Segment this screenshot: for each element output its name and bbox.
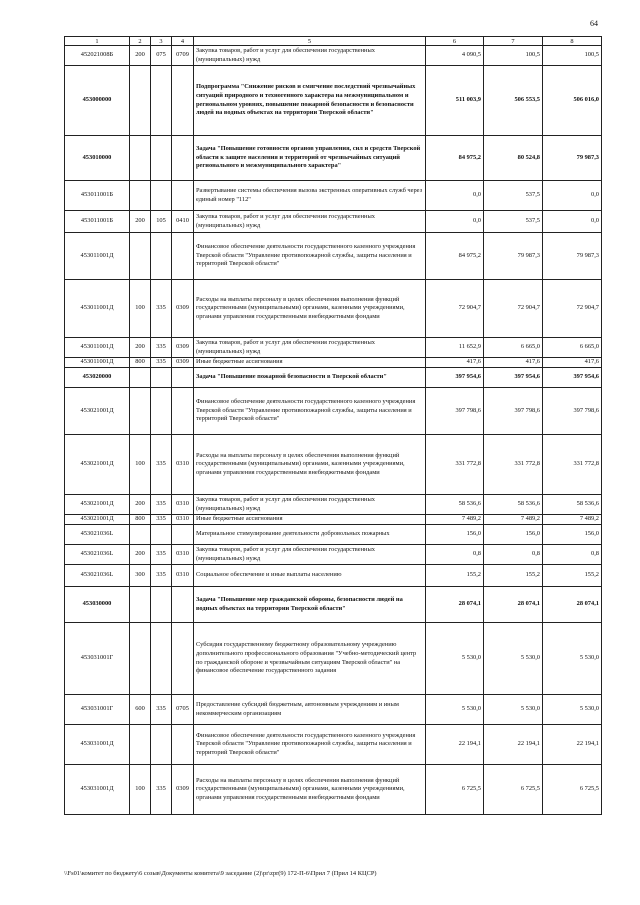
code-cell: 453011001Д bbox=[65, 280, 130, 338]
section-cell: 0310 bbox=[172, 515, 194, 525]
column-header: 6 bbox=[426, 37, 484, 46]
amount-col8-cell: 72 904,7 bbox=[543, 280, 602, 338]
table-row bbox=[65, 280, 602, 338]
code-cell: 453010000 bbox=[65, 136, 130, 181]
expense-type-cell bbox=[130, 181, 151, 211]
amount-col7-cell: 6 725,5 bbox=[484, 765, 543, 815]
department-cell: 335 bbox=[151, 695, 172, 725]
section-cell: 0705 bbox=[172, 695, 194, 725]
description-cell: Расходы на выплаты персоналу в целях обеспечения выполнения функций государственными (муниципальными) органами, казенными учреждениями, органами управления государственными внебюджетными фондами bbox=[194, 765, 426, 815]
table-row bbox=[65, 338, 602, 358]
expense-type-cell: 600 bbox=[130, 695, 151, 725]
department-cell: 335 bbox=[151, 765, 172, 815]
code-cell: 453021001Д bbox=[65, 515, 130, 525]
amount-col7-cell: 155,2 bbox=[484, 565, 543, 587]
description-cell: Закупка товаров, работ и услуг для обеспечения государственных (муниципальных) нужд bbox=[194, 211, 426, 233]
code-cell: 453011001Б bbox=[65, 211, 130, 233]
expense-type-cell bbox=[130, 368, 151, 388]
department-cell: 335 bbox=[151, 565, 172, 587]
table-row bbox=[65, 587, 602, 623]
section-cell: 0310 bbox=[172, 435, 194, 495]
amount-col8-cell: 28 074,1 bbox=[543, 587, 602, 623]
department-cell: 335 bbox=[151, 338, 172, 358]
amount-col7-cell: 156,0 bbox=[484, 525, 543, 545]
code-cell: 453011001Д bbox=[65, 338, 130, 358]
amount-col6-cell: 0,8 bbox=[426, 545, 484, 565]
amount-col8-cell: 155,2 bbox=[543, 565, 602, 587]
table-row bbox=[65, 545, 602, 565]
amount-col8-cell: 331 772,8 bbox=[543, 435, 602, 495]
description-cell: Закупка товаров, работ и услуг для обеспечения государственных (муниципальных) нужд bbox=[194, 495, 426, 515]
code-cell: 453030000 bbox=[65, 587, 130, 623]
amount-col6-cell: 0,0 bbox=[426, 211, 484, 233]
code-cell: 453021001Д bbox=[65, 435, 130, 495]
amount-col6-cell: 84 975,2 bbox=[426, 136, 484, 181]
expense-type-cell bbox=[130, 525, 151, 545]
expense-type-cell: 100 bbox=[130, 435, 151, 495]
expense-type-cell bbox=[130, 136, 151, 181]
amount-col6-cell: 511 003,9 bbox=[426, 66, 484, 136]
amount-col6-cell: 397 954,6 bbox=[426, 368, 484, 388]
amount-col7-cell: 5 530,0 bbox=[484, 695, 543, 725]
amount-col8-cell: 5 530,0 bbox=[543, 695, 602, 725]
amount-col7-cell: 537,5 bbox=[484, 181, 543, 211]
amount-col6-cell: 397 798,6 bbox=[426, 388, 484, 435]
section-cell bbox=[172, 66, 194, 136]
header-row bbox=[65, 37, 602, 46]
code-cell: 452021008Б bbox=[65, 46, 130, 66]
code-cell: 453021036L bbox=[65, 525, 130, 545]
expense-type-cell bbox=[130, 66, 151, 136]
section-cell: 0309 bbox=[172, 358, 194, 368]
amount-col7-cell: 397 954,6 bbox=[484, 368, 543, 388]
amount-col8-cell: 0,0 bbox=[543, 181, 602, 211]
code-cell: 453020000 bbox=[65, 368, 130, 388]
column-header: 1 bbox=[65, 37, 130, 46]
table-row bbox=[65, 388, 602, 435]
amount-col8-cell: 156,0 bbox=[543, 525, 602, 545]
description-cell: Финансовое обеспечение деятельности государственного казенного учреждения Тверской области "Управление противопожарной службы, защиты населения и территорий Тверской области" bbox=[194, 233, 426, 280]
section-cell bbox=[172, 368, 194, 388]
amount-col7-cell: 5 530,0 bbox=[484, 623, 543, 695]
expense-type-cell bbox=[130, 587, 151, 623]
amount-col7-cell: 331 772,8 bbox=[484, 435, 543, 495]
amount-col8-cell: 100,5 bbox=[543, 46, 602, 66]
department-cell bbox=[151, 587, 172, 623]
description-cell: Предоставление субсидий бюджетным, автономным учреждениям и иным некоммерческим организациям bbox=[194, 695, 426, 725]
expense-type-cell bbox=[130, 623, 151, 695]
amount-col8-cell: 6 665,0 bbox=[543, 338, 602, 358]
description-cell: Закупка товаров, работ и услуг для обеспечения государственных (муниципальных) нужд bbox=[194, 46, 426, 66]
table-row bbox=[65, 233, 602, 280]
description-cell: Социальное обеспечение и иные выплаты населению bbox=[194, 565, 426, 587]
department-cell: 335 bbox=[151, 515, 172, 525]
description-cell: Финансовое обеспечение деятельности государственного казенного учреждения Тверской области "Управление противопожарной службы, защиты населения и территорий Тверской области" bbox=[194, 725, 426, 765]
expense-type-cell bbox=[130, 725, 151, 765]
amount-col8-cell: 58 536,6 bbox=[543, 495, 602, 515]
section-cell bbox=[172, 725, 194, 765]
description-cell: Закупка товаров, работ и услуг для обеспечения государственных (муниципальных) нужд bbox=[194, 338, 426, 358]
section-cell: 0309 bbox=[172, 280, 194, 338]
department-cell bbox=[151, 525, 172, 545]
table-row bbox=[65, 136, 602, 181]
table-row bbox=[65, 181, 602, 211]
amount-col7-cell: 80 524,8 bbox=[484, 136, 543, 181]
table-row bbox=[65, 725, 602, 765]
table-row bbox=[65, 46, 602, 66]
amount-col7-cell: 100,5 bbox=[484, 46, 543, 66]
description-cell: Субсидия государственному бюджетному образовательному учреждению дополнительного профессионального образования "Учебно-методический центр по гражданской обороне и чрезвычайным ситуациям Тверской области" на финансовое обеспечение государственного задания bbox=[194, 623, 426, 695]
amount-col6-cell: 155,2 bbox=[426, 565, 484, 587]
amount-col8-cell: 0,0 bbox=[543, 211, 602, 233]
amount-col8-cell: 506 016,0 bbox=[543, 66, 602, 136]
department-cell bbox=[151, 233, 172, 280]
amount-col8-cell: 417,6 bbox=[543, 358, 602, 368]
section-cell bbox=[172, 233, 194, 280]
description-cell: Закупка товаров, работ и услуг для обеспечения государственных (муниципальных) нужд bbox=[194, 545, 426, 565]
column-header: 7 bbox=[484, 37, 543, 46]
column-header: 2 bbox=[130, 37, 151, 46]
department-cell: 335 bbox=[151, 495, 172, 515]
table-row bbox=[65, 695, 602, 725]
department-cell: 075 bbox=[151, 46, 172, 66]
code-cell: 453031001Г bbox=[65, 695, 130, 725]
amount-col7-cell: 28 074,1 bbox=[484, 587, 543, 623]
description-cell: Материальное стимулирование деятельности добровольных пожарных bbox=[194, 525, 426, 545]
amount-col7-cell: 58 536,6 bbox=[484, 495, 543, 515]
amount-col8-cell: 397 798,6 bbox=[543, 388, 602, 435]
section-cell: 0310 bbox=[172, 565, 194, 587]
column-header: 5 bbox=[194, 37, 426, 46]
table-row bbox=[65, 495, 602, 515]
section-cell bbox=[172, 181, 194, 211]
amount-col8-cell: 5 530,0 bbox=[543, 623, 602, 695]
table-row bbox=[65, 515, 602, 525]
amount-col6-cell: 28 074,1 bbox=[426, 587, 484, 623]
amount-col7-cell: 7 489,2 bbox=[484, 515, 543, 525]
section-cell: 0709 bbox=[172, 46, 194, 66]
description-cell: Задача "Повышение готовности органов управления, сил и средств Тверской области к защите населения и территорий от чрезвычайных ситуаций регионального и межмуниципального характера" bbox=[194, 136, 426, 181]
section-cell bbox=[172, 623, 194, 695]
amount-col7-cell: 537,5 bbox=[484, 211, 543, 233]
amount-col7-cell: 506 553,5 bbox=[484, 66, 543, 136]
department-cell bbox=[151, 66, 172, 136]
expense-type-cell: 300 bbox=[130, 565, 151, 587]
department-cell bbox=[151, 181, 172, 211]
section-cell: 0310 bbox=[172, 495, 194, 515]
description-cell: Подпрограмма "Снижение рисков и смягчение последствий чрезвычайных ситуаций природного и техногенного характера на межмуниципальном и региональном уровнях, повышение пожарной безопасности и безопасности людей на водных объектах на территории Тверской области" bbox=[194, 66, 426, 136]
amount-col6-cell: 72 904,7 bbox=[426, 280, 484, 338]
section-cell: 0310 bbox=[172, 545, 194, 565]
footer-file-path: \\Fs01\комитет по бюджету\6 созыв\Документы комитета\9 заседание (2)\pr\zpr(9) 172-П-6\Прил 7 (Прил 14 КЦСР) bbox=[64, 870, 377, 877]
amount-col6-cell: 11 652,9 bbox=[426, 338, 484, 358]
section-cell bbox=[172, 525, 194, 545]
amount-col7-cell: 397 798,6 bbox=[484, 388, 543, 435]
code-cell: 453031001Д bbox=[65, 765, 130, 815]
amount-col6-cell: 58 536,6 bbox=[426, 495, 484, 515]
table-row bbox=[65, 765, 602, 815]
expense-type-cell: 800 bbox=[130, 515, 151, 525]
code-cell: 453021001Д bbox=[65, 388, 130, 435]
amount-col6-cell: 6 725,5 bbox=[426, 765, 484, 815]
section-cell bbox=[172, 388, 194, 435]
section-cell: 0309 bbox=[172, 338, 194, 358]
department-cell bbox=[151, 623, 172, 695]
description-cell: Финансовое обеспечение деятельности государственного казенного учреждения Тверской области "Управление противопожарной службы, защиты населения и территорий Тверской области" bbox=[194, 388, 426, 435]
section-cell bbox=[172, 136, 194, 181]
code-cell: 453021036L bbox=[65, 565, 130, 587]
code-cell: 453011001Б bbox=[65, 181, 130, 211]
amount-col8-cell: 79 987,3 bbox=[543, 233, 602, 280]
column-header: 8 bbox=[543, 37, 602, 46]
amount-col8-cell: 7 489,2 bbox=[543, 515, 602, 525]
amount-col6-cell: 5 530,0 bbox=[426, 623, 484, 695]
amount-col6-cell: 156,0 bbox=[426, 525, 484, 545]
amount-col7-cell: 0,8 bbox=[484, 545, 543, 565]
department-cell: 335 bbox=[151, 358, 172, 368]
code-cell: 453000000 bbox=[65, 66, 130, 136]
expense-type-cell bbox=[130, 233, 151, 280]
amount-col8-cell: 22 194,1 bbox=[543, 725, 602, 765]
code-cell: 453011001Д bbox=[65, 233, 130, 280]
amount-col7-cell: 417,6 bbox=[484, 358, 543, 368]
amount-col8-cell: 0,8 bbox=[543, 545, 602, 565]
table-row bbox=[65, 435, 602, 495]
expense-type-cell: 200 bbox=[130, 495, 151, 515]
description-cell: Расходы на выплаты персоналу в целях обеспечения выполнения функций государственными (муниципальными) органами, казенными учреждениями, органами управления государственными внебюджетными фондами bbox=[194, 280, 426, 338]
section-cell bbox=[172, 587, 194, 623]
department-cell bbox=[151, 725, 172, 765]
table-row bbox=[65, 525, 602, 545]
amount-col6-cell: 22 194,1 bbox=[426, 725, 484, 765]
expense-type-cell: 200 bbox=[130, 545, 151, 565]
expense-type-cell: 200 bbox=[130, 338, 151, 358]
amount-col7-cell: 79 987,3 bbox=[484, 233, 543, 280]
amount-col7-cell: 22 194,1 bbox=[484, 725, 543, 765]
column-header: 3 bbox=[151, 37, 172, 46]
department-cell: 335 bbox=[151, 280, 172, 338]
amount-col6-cell: 4 090,5 bbox=[426, 46, 484, 66]
code-cell: 453031001Д bbox=[65, 725, 130, 765]
budget-table bbox=[64, 36, 602, 815]
department-cell: 335 bbox=[151, 545, 172, 565]
table-row bbox=[65, 66, 602, 136]
section-cell: 0410 bbox=[172, 211, 194, 233]
expense-type-cell: 200 bbox=[130, 211, 151, 233]
table-row bbox=[65, 358, 602, 368]
code-cell: 453021036L bbox=[65, 545, 130, 565]
department-cell bbox=[151, 136, 172, 181]
table-row bbox=[65, 211, 602, 233]
description-cell: Развертывание системы обеспечения вызова экстренных оперативных служб через единый номер "112" bbox=[194, 181, 426, 211]
expense-type-cell: 100 bbox=[130, 765, 151, 815]
amount-col6-cell: 417,6 bbox=[426, 358, 484, 368]
table-row bbox=[65, 623, 602, 695]
amount-col8-cell: 79 987,3 bbox=[543, 136, 602, 181]
description-cell: Задача "Повышение мер гражданской обороны, безопасности людей на водных объектах на территории Тверской области" bbox=[194, 587, 426, 623]
page-number: 64 bbox=[590, 19, 598, 28]
amount-col6-cell: 5 530,0 bbox=[426, 695, 484, 725]
amount-col7-cell: 72 904,7 bbox=[484, 280, 543, 338]
amount-col8-cell: 6 725,5 bbox=[543, 765, 602, 815]
code-cell: 453031001Г bbox=[65, 623, 130, 695]
department-cell: 105 bbox=[151, 211, 172, 233]
code-cell: 453021001Д bbox=[65, 495, 130, 515]
amount-col8-cell: 397 954,6 bbox=[543, 368, 602, 388]
table-row bbox=[65, 565, 602, 587]
expense-type-cell: 200 bbox=[130, 46, 151, 66]
amount-col6-cell: 7 489,2 bbox=[426, 515, 484, 525]
expense-type-cell: 100 bbox=[130, 280, 151, 338]
column-header: 4 bbox=[172, 37, 194, 46]
section-cell: 0309 bbox=[172, 765, 194, 815]
expense-type-cell: 800 bbox=[130, 358, 151, 368]
description-cell: Расходы на выплаты персоналу в целях обеспечения выполнения функций государственными (муниципальными) органами, казенными учреждениями, органами управления государственными внебюджетными фондами bbox=[194, 435, 426, 495]
department-cell bbox=[151, 368, 172, 388]
expense-type-cell bbox=[130, 388, 151, 435]
description-cell: Иные бюджетные ассигнования bbox=[194, 358, 426, 368]
amount-col6-cell: 0,0 bbox=[426, 181, 484, 211]
description-cell: Иные бюджетные ассигнования bbox=[194, 515, 426, 525]
amount-col6-cell: 331 772,8 bbox=[426, 435, 484, 495]
amount-col7-cell: 6 665,0 bbox=[484, 338, 543, 358]
department-cell bbox=[151, 388, 172, 435]
department-cell: 335 bbox=[151, 435, 172, 495]
code-cell: 453011001Д bbox=[65, 358, 130, 368]
description-cell: Задача "Повышение пожарной безопасности в Тверской области" bbox=[194, 368, 426, 388]
table-row bbox=[65, 368, 602, 388]
amount-col6-cell: 84 975,2 bbox=[426, 233, 484, 280]
